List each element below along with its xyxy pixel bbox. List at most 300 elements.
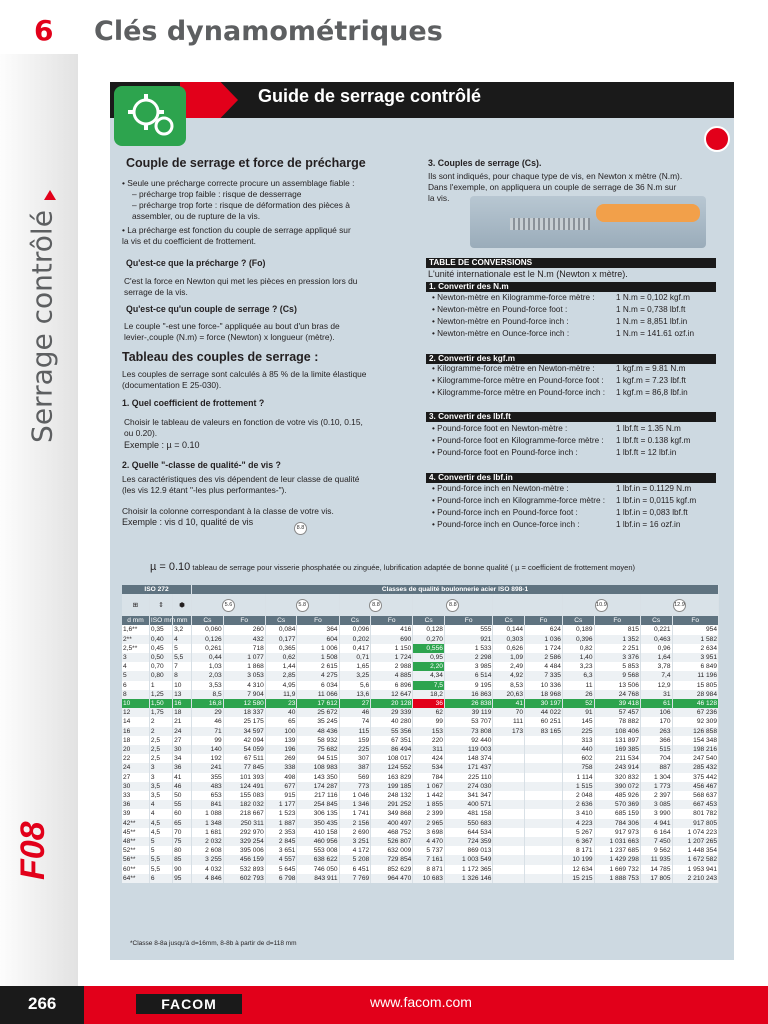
conv-row-label: • Pound-force foot en Pound-force inch : bbox=[432, 448, 578, 457]
table-cell bbox=[493, 782, 525, 791]
column-header: Cs bbox=[640, 616, 672, 625]
table-cell: 400 497 bbox=[371, 819, 413, 828]
side-logo: F08 bbox=[14, 821, 52, 880]
table-cell: 248 132 bbox=[371, 791, 413, 800]
table-cell: 498 bbox=[265, 773, 297, 782]
table-cell: 153 bbox=[413, 727, 445, 736]
table-cell: 2 298 bbox=[444, 653, 492, 662]
table-cell bbox=[493, 855, 525, 864]
answer-couple-1: Le couple "-est une force-" appliquée au bout d'un bras de bbox=[124, 321, 340, 331]
table-cell: 6,3 bbox=[562, 671, 594, 680]
table-cell: 416 bbox=[371, 625, 413, 634]
table-cell: 1 077 bbox=[223, 653, 265, 662]
table-cell: 3 985 bbox=[444, 662, 492, 671]
friction-coefficient-line bbox=[150, 561, 635, 573]
table-cell: 440 bbox=[562, 745, 594, 754]
table-cell: 45** bbox=[122, 828, 149, 837]
table-cell: 550 683 bbox=[444, 819, 492, 828]
table-cell bbox=[525, 782, 563, 791]
table-cell: 1 207 265 bbox=[672, 837, 719, 846]
table-cell: 1 533 bbox=[444, 644, 492, 653]
table-cell: 4 846 bbox=[192, 874, 224, 883]
table-cell bbox=[493, 874, 525, 883]
table-cell: 85 bbox=[173, 855, 192, 864]
table-cell bbox=[493, 800, 525, 809]
table-row bbox=[122, 690, 719, 699]
conv-group-4-title: 4. Convertir des lbf.in bbox=[426, 473, 716, 483]
table-cell: 843 911 bbox=[297, 874, 339, 883]
table-cell: 5,6 bbox=[339, 681, 371, 690]
table-cell: 3,25 bbox=[339, 671, 371, 680]
table-cell: 4 bbox=[149, 809, 172, 818]
table-cell: 2 210 243 bbox=[672, 874, 719, 883]
table-cell: 111 bbox=[493, 717, 525, 726]
table-cell: 75 bbox=[173, 837, 192, 846]
conv-row-value: 1 kgf.m = 9.81 N.m bbox=[616, 364, 686, 373]
table-cell: 483 bbox=[192, 782, 224, 791]
table-cell: 25 672 bbox=[297, 708, 339, 717]
table-row bbox=[122, 782, 719, 791]
table-cell: 366 bbox=[640, 736, 672, 745]
bolt-thread-icon bbox=[510, 218, 590, 230]
table-cell: 27 bbox=[173, 736, 192, 745]
friction-description: tableau de serrage pour visserie phosphatée ou zinguée, lubrification adaptée de bonne qualité ( µ = coefficient de frottement moyen) bbox=[192, 563, 635, 572]
table-cell: 1 887 bbox=[265, 819, 297, 828]
table-cell: 5 bbox=[149, 837, 172, 846]
table-cell bbox=[493, 754, 525, 763]
table-cell: 31 bbox=[640, 690, 672, 699]
bullet-1: • Seule une précharge correcte procure un assemblage fiable : bbox=[122, 178, 355, 188]
table-cell: 30 bbox=[173, 745, 192, 754]
table-cell: 13 506 bbox=[594, 681, 640, 690]
table-cell: 5 bbox=[122, 671, 149, 680]
table-cell: 269 bbox=[265, 754, 297, 763]
table-cell: 62 bbox=[413, 708, 445, 717]
table-cell: 131 897 bbox=[594, 736, 640, 745]
conv-row-label: • Newton-mètre en Pound-force foot : bbox=[432, 305, 568, 314]
table-cell: 42** bbox=[122, 819, 149, 828]
table-cell: 3,23 bbox=[562, 662, 594, 671]
table-cell: 39 bbox=[122, 809, 149, 818]
table-cell: 11 bbox=[562, 681, 594, 690]
table-cell: 0,71 bbox=[339, 653, 371, 662]
table-cell: 65 bbox=[173, 819, 192, 828]
table-cell: 52** bbox=[122, 846, 149, 855]
table-cell: 4,95 bbox=[265, 681, 297, 690]
table-row bbox=[122, 819, 719, 828]
table-cell: 39 119 bbox=[444, 708, 492, 717]
conv-row-label: • Pound-force inch en Pound-force foot : bbox=[432, 508, 578, 517]
bullet-2: – précharge trop faible : risque de desserrage bbox=[132, 189, 302, 199]
table-cell: 14 785 bbox=[640, 865, 672, 874]
table-cell: 225 110 bbox=[444, 773, 492, 782]
conv-row-label: • Pound-force foot en Kilogramme-force mètre : bbox=[432, 436, 604, 445]
table-cell: 13 bbox=[173, 690, 192, 699]
table-cell: 0,396 bbox=[562, 635, 594, 644]
table-cell: 758 bbox=[562, 763, 594, 772]
table-cell: 80 bbox=[173, 846, 192, 855]
grade-8-8-icon: 8.8 bbox=[294, 516, 307, 535]
table-cell: 852 629 bbox=[371, 865, 413, 874]
column-header: Cs bbox=[192, 616, 224, 625]
table-cell: 7 904 bbox=[223, 690, 265, 699]
table-cell: 1,65 bbox=[339, 662, 371, 671]
table-cell: 56** bbox=[122, 855, 149, 864]
bullet-4: assembler, ou de rupture de la vis. bbox=[132, 211, 261, 221]
table-cell: 0,202 bbox=[339, 635, 371, 644]
table-cell: 4,34 bbox=[413, 671, 445, 680]
table-cell: 1 237 685 bbox=[594, 846, 640, 855]
table-cell: 5 208 bbox=[339, 855, 371, 864]
table-row bbox=[122, 662, 719, 671]
table-cell: 2 636 bbox=[562, 800, 594, 809]
table-cell: 10 bbox=[173, 681, 192, 690]
table-cell: 11 196 bbox=[672, 671, 719, 680]
table-cell: 841 bbox=[192, 800, 224, 809]
table-cell: 0,35 bbox=[149, 625, 172, 634]
table-row bbox=[122, 681, 719, 690]
table-cell: 604 bbox=[297, 635, 339, 644]
step-3-text-2: Dans l'exemple, on appliquera un couple de serrage de 36 N.m sur bbox=[428, 182, 677, 192]
table-cell: 515 bbox=[640, 745, 672, 754]
table-cell: 0,95 bbox=[413, 653, 445, 662]
table-cell: 4 223 bbox=[562, 819, 594, 828]
conv-row-value: 1 lbf.ft = 1.35 N.m bbox=[616, 424, 681, 433]
table-cell: 887 bbox=[640, 763, 672, 772]
table-cell: 1 953 941 bbox=[672, 865, 719, 874]
table-cell: 20 128 bbox=[371, 699, 413, 708]
table-cell: 3,53 bbox=[192, 681, 224, 690]
table-cell: 10 336 bbox=[525, 681, 563, 690]
table-cell: 7 335 bbox=[525, 671, 563, 680]
table-cell: 602 793 bbox=[223, 874, 265, 883]
table-cell: 0,62 bbox=[265, 653, 297, 662]
table-cell: 3 bbox=[149, 773, 172, 782]
conv-row-label: • Pound-force foot en Newton-mètre : bbox=[432, 424, 568, 433]
table-cell: 73 808 bbox=[444, 727, 492, 736]
table-cell: 2 048 bbox=[562, 791, 594, 800]
table-cell: 196 bbox=[265, 745, 297, 754]
table-cell: 0,303 bbox=[493, 635, 525, 644]
table-cell: 8 bbox=[173, 671, 192, 680]
grade-12-9: 12.9 bbox=[640, 594, 718, 616]
table-cell: 199 185 bbox=[371, 782, 413, 791]
table-row bbox=[122, 745, 719, 754]
guide-title: Guide de serrage contrôlé bbox=[258, 86, 482, 106]
table-cell: 4 310 bbox=[223, 681, 265, 690]
table-cell: 58 932 bbox=[297, 736, 339, 745]
table-cell: 0,177 bbox=[265, 635, 297, 644]
table-cell bbox=[493, 736, 525, 745]
table-cell: 553 008 bbox=[297, 846, 339, 855]
grade-8-8-a: 8.8 bbox=[339, 594, 413, 616]
website-link[interactable]: www.facom.com bbox=[370, 994, 472, 1010]
table-cell: 4,5 bbox=[149, 819, 172, 828]
step-3-title: 3. Couples de serrage (Cs). bbox=[428, 158, 542, 168]
table-cell: 8 bbox=[122, 690, 149, 699]
table-cell bbox=[525, 763, 563, 772]
table-cell: 0,261 bbox=[192, 644, 224, 653]
table-cell: 29 bbox=[192, 708, 224, 717]
torque-table bbox=[122, 585, 719, 883]
table-cell: 67 511 bbox=[223, 754, 265, 763]
table-cell: 71 bbox=[192, 727, 224, 736]
table-cell: 718 bbox=[223, 644, 265, 653]
table-cell bbox=[525, 819, 563, 828]
table-cell: 338 bbox=[265, 763, 297, 772]
table-cell: 1 172 365 bbox=[444, 865, 492, 874]
table-cell: 921 bbox=[444, 635, 492, 644]
table-cell: 124 491 bbox=[223, 782, 265, 791]
table-cell: 211 534 bbox=[594, 754, 640, 763]
table-cell: 36 bbox=[122, 800, 149, 809]
column-header: ISO mm bbox=[150, 617, 176, 625]
table-cell: 4 885 bbox=[371, 671, 413, 680]
table-cell: 40 280 bbox=[371, 717, 413, 726]
table-cell: 17 805 bbox=[640, 874, 672, 883]
table-cell: 2,85 bbox=[265, 671, 297, 680]
table-cell: 1 bbox=[149, 681, 172, 690]
table-cell: 349 868 bbox=[371, 809, 413, 818]
table-cell: 18 337 bbox=[223, 708, 265, 717]
iso-header: ISO 272 bbox=[122, 585, 192, 594]
conv-row-label: • Pound-force inch en Ounce-force inch : bbox=[432, 520, 580, 529]
column-header: Cs bbox=[265, 616, 297, 625]
table-cell: 3 bbox=[122, 653, 149, 662]
table-cell: 83 165 bbox=[525, 727, 563, 736]
conv-group-2-title: 2. Convertir des kgf.m bbox=[426, 354, 716, 364]
table-cell: 1 114 bbox=[562, 773, 594, 782]
table-cell: 2 615 bbox=[297, 662, 339, 671]
table-cell: 1 868 bbox=[223, 662, 265, 671]
table-cell: 26 bbox=[562, 690, 594, 699]
table-cell: 2 988 bbox=[371, 662, 413, 671]
table-cell: 95 bbox=[173, 874, 192, 883]
wrench-icon bbox=[596, 204, 700, 222]
table-cell: 602 bbox=[562, 754, 594, 763]
table-cell: 2,5** bbox=[122, 644, 149, 653]
table-cell: 526 807 bbox=[371, 837, 413, 846]
table-row bbox=[122, 644, 719, 653]
table-cell: 2 965 bbox=[413, 819, 445, 828]
table-cell: 12 634 bbox=[562, 865, 594, 874]
table-cell: 1,50 bbox=[149, 699, 172, 708]
table-cell: 869 013 bbox=[444, 846, 492, 855]
table-cell: 33 bbox=[122, 791, 149, 800]
conv-row-value: 1 N.m = 0,102 kgf.m bbox=[616, 293, 690, 302]
table-cell: 154 348 bbox=[672, 736, 719, 745]
table-cell: 174 287 bbox=[297, 782, 339, 791]
table-cell: 313 bbox=[562, 736, 594, 745]
table-cell: 3 251 bbox=[339, 837, 371, 846]
table-cell: 225 bbox=[339, 745, 371, 754]
table-cell: 2,5 bbox=[149, 736, 172, 745]
table-cell: 2 634 bbox=[672, 644, 719, 653]
table-cell: 285 432 bbox=[672, 763, 719, 772]
table-cell: 2 bbox=[149, 717, 172, 726]
table-cell: 6 798 bbox=[265, 874, 297, 883]
table-cell bbox=[525, 745, 563, 754]
bullet-3: – précharge trop forte : risque de déformation des pièces à bbox=[132, 200, 350, 210]
table-cell: 1,25 bbox=[149, 690, 172, 699]
table-cell: 7 161 bbox=[413, 855, 445, 864]
column-header: Fo bbox=[525, 616, 563, 625]
table-cell: 2 586 bbox=[525, 653, 563, 662]
conv-row-value: 1 kgf.m = 7.23 lbf.ft bbox=[616, 376, 686, 385]
table-cell bbox=[493, 846, 525, 855]
table-cell: 954 bbox=[672, 625, 719, 634]
table-cell: 52 bbox=[562, 699, 594, 708]
table-row bbox=[122, 846, 719, 855]
conv-row-label: • Pound-force inch en Kilogramme-force mètre : bbox=[432, 496, 606, 505]
conv-row-value: 1 lbf.ft = 12 lbf.in bbox=[616, 448, 677, 457]
table-cell: 638 622 bbox=[297, 855, 339, 864]
table-cell: 6 bbox=[149, 874, 172, 883]
table-cell: 307 bbox=[339, 754, 371, 763]
table-cell: 250 311 bbox=[223, 819, 265, 828]
table-cell: 171 437 bbox=[444, 763, 492, 772]
table-cell: 108 406 bbox=[594, 727, 640, 736]
table-cell: 350 435 bbox=[297, 819, 339, 828]
table-cell: 11,9 bbox=[265, 690, 297, 699]
table-cell: 11 066 bbox=[297, 690, 339, 699]
table-cell: 390 072 bbox=[594, 782, 640, 791]
table-cell: 8,53 bbox=[493, 681, 525, 690]
table-cell: 460 956 bbox=[297, 837, 339, 846]
step-1-text-2: ou 0.20). bbox=[124, 428, 158, 438]
table-cell: 12 580 bbox=[223, 699, 265, 708]
table-cell: 192 bbox=[192, 754, 224, 763]
conv-row-label: • Newton-mètre en Ounce-force inch : bbox=[432, 329, 570, 338]
hex-nut-icon: ⬢ bbox=[173, 594, 192, 616]
table-cell: 1 031 663 bbox=[594, 837, 640, 846]
table-cell: 644 534 bbox=[444, 828, 492, 837]
wrench-badge-icon bbox=[704, 126, 730, 152]
table-cell: 6 896 bbox=[371, 681, 413, 690]
table-cell: 329 254 bbox=[223, 837, 265, 846]
table-cell: 1,64 bbox=[640, 653, 672, 662]
conv-row-value: 1 lbf.in = 0,0115 kgf.m bbox=[616, 496, 697, 505]
bullet-5: • La précharge est fonction du couple de serrage appliqué sur bbox=[122, 225, 351, 235]
table-row bbox=[122, 773, 719, 782]
table-cell: 0,128 bbox=[413, 625, 445, 634]
table-cell: 815 bbox=[594, 625, 640, 634]
table-cell: 140 bbox=[192, 745, 224, 754]
table-cell: 0,417 bbox=[339, 644, 371, 653]
table-cell bbox=[525, 865, 563, 874]
table-cell: 6 bbox=[122, 681, 149, 690]
grade-10-9: 10.9 bbox=[562, 594, 640, 616]
table-row bbox=[122, 800, 719, 809]
table-cell bbox=[493, 791, 525, 800]
table-cell bbox=[525, 828, 563, 837]
table-cell: 30 197 bbox=[525, 699, 563, 708]
table-cell: 5 645 bbox=[265, 865, 297, 874]
table-cell: 50 bbox=[173, 791, 192, 800]
table-cell: 74 bbox=[339, 717, 371, 726]
conv-row-value: 1 lbf.ft = 0.138 kgf.m bbox=[616, 436, 691, 445]
brand-logo: FACOM bbox=[136, 994, 242, 1014]
table-cell bbox=[525, 736, 563, 745]
table-cell: 101 393 bbox=[223, 773, 265, 782]
table-cell: 5,5 bbox=[149, 865, 172, 874]
table-row bbox=[122, 635, 719, 644]
table-cell bbox=[525, 791, 563, 800]
table-cell: 94 515 bbox=[297, 754, 339, 763]
table-cell: 1,44 bbox=[265, 662, 297, 671]
table-cell: 173 bbox=[493, 727, 525, 736]
table-row bbox=[122, 837, 719, 846]
table-cell: 292 970 bbox=[223, 828, 265, 837]
table-cell: 6 367 bbox=[562, 837, 594, 846]
step-2-text-2: (les vis 12.9 étant "-les plus performantes-"). bbox=[122, 485, 287, 495]
table-cell: 34 bbox=[173, 754, 192, 763]
table-cell: 1 352 bbox=[594, 635, 640, 644]
table-cell: 16 bbox=[173, 699, 192, 708]
table-cell: 1 006 bbox=[297, 644, 339, 653]
table-cell: 26 838 bbox=[444, 699, 492, 708]
table-cell: 0,45 bbox=[149, 644, 172, 653]
table-cell: 41 bbox=[493, 699, 525, 708]
table-cell: 432 bbox=[223, 635, 265, 644]
table-cell: 155 083 bbox=[223, 791, 265, 800]
answer-couple-2: levier-,couple (N.m) = force (Newton) x longueur (mètre). bbox=[124, 332, 335, 342]
conv-row-value: 1 lbf.in = 16 ozf.in bbox=[616, 520, 681, 529]
table-cell: 1 672 582 bbox=[672, 855, 719, 864]
table-cell: 2 156 bbox=[339, 819, 371, 828]
table-cell: 254 845 bbox=[297, 800, 339, 809]
table-cell: 36 bbox=[173, 763, 192, 772]
table-cell: 9 568 bbox=[594, 671, 640, 680]
table-cell: 364 bbox=[297, 625, 339, 634]
table-cell: 1 067 bbox=[413, 782, 445, 791]
table-cell: 0,270 bbox=[413, 635, 445, 644]
table-cell: 2 397 bbox=[640, 791, 672, 800]
table-cell: 20,63 bbox=[493, 690, 525, 699]
table-cell: 1 888 753 bbox=[594, 874, 640, 883]
answer-precharge-2: serrage de la vis. bbox=[124, 287, 188, 297]
table-cell: 1 515 bbox=[562, 782, 594, 791]
table-cell: 1 177 bbox=[265, 800, 297, 809]
conv-row-label: • Kilogramme-force mètre en Pound-force foot : bbox=[432, 376, 604, 385]
table-cell: 1 074 223 bbox=[672, 828, 719, 837]
table-cell: 139 bbox=[265, 736, 297, 745]
table-row bbox=[122, 699, 719, 708]
step-2-example: Exemple : vis d 10, qualité de vis bbox=[122, 517, 254, 527]
table-cell: 70 bbox=[493, 708, 525, 717]
table-cell: 2,49 bbox=[493, 662, 525, 671]
table-cell: 2 608 bbox=[192, 846, 224, 855]
table-cell bbox=[493, 837, 525, 846]
table-cell: 4 275 bbox=[297, 671, 339, 680]
table-cell: 690 bbox=[371, 635, 413, 644]
conv-group-3-title: 3. Convertir des lbf.ft bbox=[426, 412, 716, 422]
up-arrow-icon bbox=[44, 190, 56, 200]
table-cell: 16 bbox=[122, 727, 149, 736]
table-cell: 15 805 bbox=[672, 681, 719, 690]
table-cell: 1 448 354 bbox=[672, 846, 719, 855]
table-cell: 395 006 bbox=[223, 846, 265, 855]
table-cell: 5 853 bbox=[594, 662, 640, 671]
table-cell: 42 094 bbox=[223, 736, 265, 745]
table-cell: 46 bbox=[173, 782, 192, 791]
table-cell: 685 159 bbox=[594, 809, 640, 818]
table-cell: 2** bbox=[122, 635, 149, 644]
table-cell: 9 562 bbox=[640, 846, 672, 855]
heading-couple: Couple de serrage et force de précharge bbox=[126, 156, 366, 170]
table-cell: 3 bbox=[149, 763, 172, 772]
table-cell: 568 637 bbox=[672, 791, 719, 800]
